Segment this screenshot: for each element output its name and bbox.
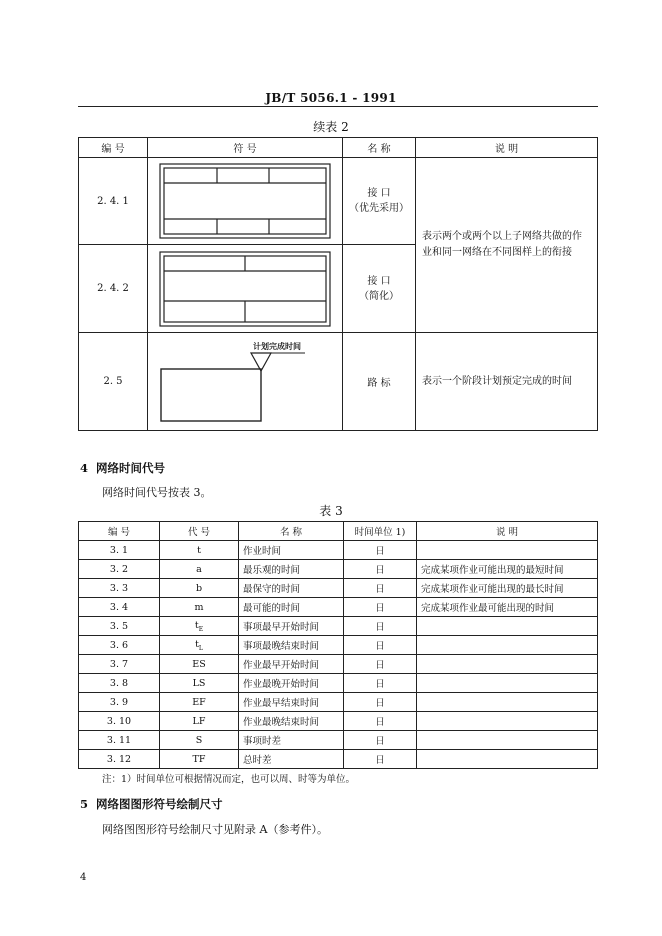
table3-caption: 表 3 (319, 504, 343, 518)
row-no: 2. 4. 2 (79, 245, 148, 333)
row-no: 2. 5 (79, 333, 148, 431)
row-desc: 完成某项作业可能出现的最长时间 (417, 579, 598, 598)
row-desc: 完成某项作业最可能出现的时间 (417, 598, 598, 617)
row-no: 2. 4. 1 (79, 158, 148, 245)
row-desc (417, 712, 598, 731)
row-no: 3. 1 (79, 541, 160, 560)
row-name: 作业时间 (239, 541, 344, 560)
row-no: 3. 9 (79, 693, 160, 712)
row-no: 3. 3 (79, 579, 160, 598)
row-desc (417, 731, 598, 750)
table3-header-desc: 说 明 (417, 522, 598, 541)
table-row (79, 750, 598, 769)
row-unit: 日 (344, 541, 417, 560)
row-code: LS (160, 674, 239, 693)
milestone-symbol (148, 333, 343, 431)
interface-preferred-symbol (148, 158, 343, 245)
row-unit: 日 (344, 693, 417, 712)
table2-caption: 续表 2 (313, 120, 349, 134)
row-unit: 日 (344, 617, 417, 636)
section4-number: 4 (80, 461, 89, 475)
row-no: 3. 5 (79, 617, 160, 636)
row-unit: 日 (344, 636, 417, 655)
milestone-label: 计划完成时间 (253, 341, 301, 351)
row-name: 作业最晚开始时间 (239, 674, 344, 693)
row-code: EF (160, 693, 239, 712)
row-name: 作业最早开始时间 (239, 655, 344, 674)
row-no: 3. 4 (79, 598, 160, 617)
row-name: 最可能的时间 (239, 598, 344, 617)
page-number: 4 (80, 872, 87, 883)
table-row (79, 541, 598, 560)
row-unit: 日 (344, 731, 417, 750)
row-no: 3. 6 (79, 636, 160, 655)
table3-note: 注：1）时间单位可根据情况而定，也可以周、时等为单位。 (102, 774, 356, 785)
row-unit: 日 (344, 655, 417, 674)
table-row (79, 158, 598, 245)
row-code: TF (160, 750, 239, 769)
row-unit: 日 (344, 712, 417, 731)
row-code: $t_E$ (160, 617, 239, 636)
table-row (79, 674, 598, 693)
row-desc (417, 617, 598, 636)
table-row (79, 560, 598, 579)
section5-heading (80, 796, 223, 812)
row-desc (417, 750, 598, 769)
row-name: 事项最晚结束时间 (239, 636, 344, 655)
table-row (79, 731, 598, 750)
table2-header-symbol: 符 号 (148, 138, 343, 158)
table-row (79, 693, 598, 712)
table2-header-no: 编 号 (79, 138, 148, 158)
interface-simplified-symbol (148, 245, 343, 333)
row-name: 最乐观的时间 (239, 560, 344, 579)
table-row (79, 333, 598, 431)
row-no: 3. 11 (79, 731, 160, 750)
section4-text: 网络时间代号按表 3。 (102, 486, 212, 499)
row-desc: 表示两个或两个以上子网络共做的作业和同一网络在不同图样上的衔接 (416, 158, 598, 333)
header-rule (78, 106, 598, 107)
table3-header-unit: 时间单位 1) (344, 522, 417, 541)
row-unit: 日 (344, 560, 417, 579)
row-code: $t_L$ (160, 636, 239, 655)
row-name: 事项最早开始时间 (239, 617, 344, 636)
table2 (78, 137, 598, 431)
row-name: 接 口 （简化） (343, 245, 416, 333)
table3-header-name: 名 称 (239, 522, 344, 541)
row-code: t (160, 541, 239, 560)
table-row (79, 636, 598, 655)
section5-text: 网络图图形符号绘制尺寸见附录 A（参考件）。 (102, 823, 328, 836)
row-code: ES (160, 655, 239, 674)
table-row (79, 655, 598, 674)
row-desc: 表示一个阶段计划预定完成的时间 (416, 333, 598, 431)
row-unit: 日 (344, 750, 417, 769)
row-name: 事项时差 (239, 731, 344, 750)
section5-number: 5 (80, 797, 89, 811)
section4-heading (80, 460, 165, 476)
table-row (79, 598, 598, 617)
row-unit: 日 (344, 598, 417, 617)
row-name: 作业最晚结束时间 (239, 712, 344, 731)
row-unit: 日 (344, 579, 417, 598)
row-code: a (160, 560, 239, 579)
row-name: 作业最早结束时间 (239, 693, 344, 712)
row-name: 接 口 （优先采用） (343, 158, 416, 245)
row-no: 3. 8 (79, 674, 160, 693)
row-code: LF (160, 712, 239, 731)
row-desc (417, 693, 598, 712)
row-no: 3. 7 (79, 655, 160, 674)
table-row (79, 617, 598, 636)
row-desc (417, 636, 598, 655)
section4-title: 网络时间代号 (96, 461, 165, 475)
table-row (79, 579, 598, 598)
section5-title: 网络图图形符号绘制尺寸 (96, 797, 223, 811)
row-name: 总时差 (239, 750, 344, 769)
row-unit: 日 (344, 674, 417, 693)
row-desc: 完成某项作业可能出现的最短时间 (417, 560, 598, 579)
row-desc (417, 655, 598, 674)
row-no: 3. 2 (79, 560, 160, 579)
row-name: 最保守的时间 (239, 579, 344, 598)
table3-header-no: 编 号 (79, 522, 160, 541)
row-no: 3. 12 (79, 750, 160, 769)
table2-header-desc: 说 明 (416, 138, 598, 158)
table3 (78, 521, 598, 769)
row-desc (417, 674, 598, 693)
row-code: b (160, 579, 239, 598)
row-desc (417, 541, 598, 560)
table-row (79, 712, 598, 731)
table2-header-name: 名 称 (343, 138, 416, 158)
standard-header: JB/T 5056.1 - 1991 (265, 91, 397, 105)
row-code: S (160, 731, 239, 750)
row-code: m (160, 598, 239, 617)
table3-header-code: 代 号 (160, 522, 239, 541)
row-no: 3. 10 (79, 712, 160, 731)
row-name: 路 标 (343, 333, 416, 431)
